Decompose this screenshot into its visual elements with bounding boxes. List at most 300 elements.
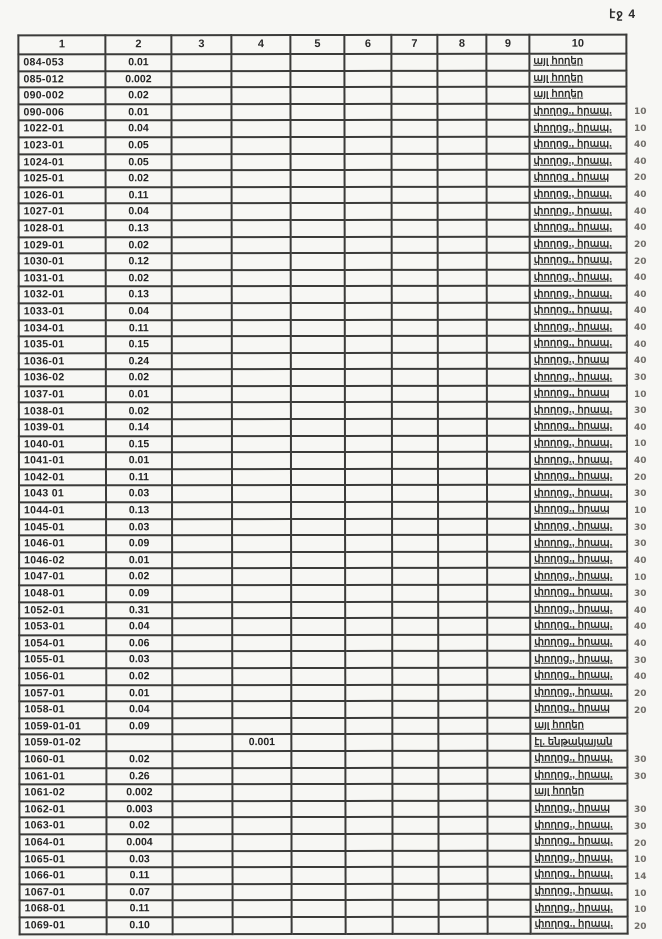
parcel-code: 1054-01 [19,635,106,652]
margin-note: 20 [634,688,647,699]
col4-value [232,602,291,619]
empty-cell [172,618,232,635]
empty-cell [291,485,345,502]
table-row [19,651,627,668]
parcel-code: 1026-01 [19,187,106,204]
empty-cell [292,884,346,901]
col4-value [232,502,291,519]
empty-cell [487,601,530,618]
empty-cell [291,237,345,254]
table-row [19,535,627,552]
area-value: 0.002 [105,71,171,88]
parcel-code: 1065-01 [20,851,107,868]
column-header: 4 [231,35,290,54]
land-use-label: փողոց., հրապ [530,701,627,718]
area-value: 0.04 [106,303,172,320]
empty-cell [172,685,232,702]
empty-cell [291,651,345,668]
col4-value [231,120,290,137]
empty-cell [344,87,391,104]
land-use-label: փողոց., հրապ. [530,137,627,154]
margin-note: 20 [634,921,647,932]
table-row [19,684,627,701]
empty-cell [291,718,345,735]
empty-cell [172,253,232,270]
area-value: 0.11 [107,900,173,917]
land-use-label: փողոց., հրապ. [530,668,627,685]
empty-cell [345,485,392,502]
empty-cell [291,220,345,237]
empty-cell [392,369,438,386]
land-use-label: փողոց., հրապ. [530,551,627,568]
land-use-label: փողոց., հրապ [530,800,627,817]
margin-note: 40 [634,622,647,633]
col4-value [232,485,291,502]
column-header: 7 [391,35,437,54]
empty-cell [487,767,530,784]
col4-value [232,668,291,685]
empty-cell [291,784,345,801]
empty-cell [392,353,438,370]
empty-cell [486,87,529,104]
empty-cell [438,552,487,569]
empty-cell [438,668,487,685]
area-value: 0.11 [106,187,172,204]
parcel-code: 085-012 [18,71,105,88]
empty-cell [345,220,392,237]
area-value: 0.01 [106,452,172,469]
area-value: 0.01 [105,104,171,121]
empty-cell [393,900,439,917]
empty-cell [345,684,392,701]
empty-cell [488,850,531,867]
area-value: 0.11 [106,320,172,337]
empty-cell [172,502,232,519]
land-use-label: փողոց., հրապ. [531,850,628,867]
area-value: 0.14 [106,419,172,436]
empty-cell [438,601,487,618]
margin-note: 40 [634,156,647,167]
empty-cell [172,353,232,370]
empty-cell [438,352,487,369]
empty-cell [345,170,392,187]
empty-cell [291,170,345,187]
empty-cell [345,552,392,569]
column-header: 6 [344,35,391,54]
empty-cell [291,602,345,619]
parcel-code: 1061-02 [19,784,106,801]
land-use-label: փողոց., հրապ. [530,485,627,502]
empty-cell [172,436,232,453]
margin-note: 40 [634,223,647,234]
parcel-code: 084-053 [18,54,105,71]
empty-cell [438,236,487,253]
empty-cell [487,834,530,851]
land-use-label: այլ հողեր [530,784,627,801]
margin-note: 30 [634,589,647,600]
margin-note: 30 [634,489,647,500]
margin-note: 30 [634,821,647,832]
empty-cell [346,917,393,934]
area-value: 0.03 [106,486,172,503]
empty-cell [345,784,392,801]
empty-cell [290,120,344,137]
empty-cell [291,319,345,336]
empty-cell [392,535,438,552]
empty-cell [392,419,438,436]
table-row [19,186,627,203]
margin-note: 40 [634,323,647,334]
empty-cell [438,618,487,635]
empty-cell [172,635,232,652]
margin-note: 30 [634,372,647,383]
empty-cell [487,352,530,369]
empty-cell [487,170,530,187]
empty-cell [172,403,232,420]
empty-cell [172,220,232,237]
empty-cell [291,187,345,204]
empty-cell [438,203,487,220]
empty-cell [392,601,438,618]
column-header: 9 [486,35,529,54]
empty-cell [171,87,231,104]
empty-cell [392,801,438,818]
margin-note: 10 [634,439,647,450]
parcel-code: 1023-01 [19,137,106,154]
empty-cell [345,436,392,453]
empty-cell [346,867,393,884]
empty-cell [290,54,344,71]
empty-cell [344,120,391,137]
col4-value [232,436,291,453]
empty-cell [171,54,231,71]
parcel-code: 1031-01 [19,270,106,287]
empty-cell [345,419,392,436]
table-row [19,734,627,751]
empty-cell [392,303,438,320]
land-use-label: փողոց., հրապ. [530,684,627,701]
land-use-label: փողոց., հրապ. [530,153,627,170]
empty-cell [346,850,393,867]
empty-cell [172,734,232,751]
area-value: 0.13 [106,220,172,237]
margin-note: 30 [634,406,647,417]
margin-note: 40 [634,456,647,467]
empty-cell [345,502,392,519]
land-use-label: փողոց., հրապ. [530,651,627,668]
empty-cell [172,203,232,220]
empty-cell [172,552,232,569]
parcel-code: 1069-01 [20,917,107,934]
col4-value [232,320,291,337]
col4-value [232,369,291,386]
column-header: 2 [105,35,171,54]
margin-note: 30 [634,755,647,766]
area-value: 0.02 [106,270,172,287]
col4-value [232,585,291,602]
empty-cell [291,552,345,569]
page-number-label: էջ 4 [609,7,636,21]
table-row [19,634,627,651]
empty-cell [291,801,345,818]
empty-cell [392,734,438,751]
empty-cell [291,535,345,552]
empty-cell [172,652,232,669]
table-row [20,867,628,884]
area-value: 0.09 [106,718,172,735]
empty-cell [392,386,438,403]
col4-value [232,137,291,154]
margin-note: 40 [634,140,647,151]
parcel-code: 090-006 [18,104,105,121]
empty-cell [344,70,391,87]
empty-cell [438,170,487,187]
land-use-label: էլ. ենթակայան [530,734,627,751]
table-row [19,502,627,519]
empty-cell [488,867,531,884]
area-value: 0.15 [106,336,172,353]
parcel-code: 1035-01 [19,336,106,353]
margin-note: 40 [634,190,647,201]
empty-cell [172,320,232,337]
col4-value [233,851,292,868]
col4-value [232,635,291,652]
parcel-code: 1045-01 [19,519,106,536]
land-use-label: փողոց., հրապ. [530,402,627,419]
area-value: 0.01 [106,552,172,569]
col4-value [232,834,291,851]
empty-cell [345,519,392,536]
empty-cell [345,452,392,469]
parcel-code: 1052-01 [19,602,106,619]
empty-cell [291,768,345,785]
empty-cell [173,917,233,934]
land-use-label: փողոց., հրապ. [530,369,627,386]
land-use-label: փողոց., հրապ. [530,601,627,618]
empty-cell [487,336,530,353]
table-row [19,153,627,170]
empty-cell [487,186,530,203]
empty-cell [487,153,530,170]
empty-cell [392,187,438,204]
parcel-code: 1059-01-02 [19,735,106,752]
empty-cell [291,668,345,685]
empty-cell [487,535,530,552]
empty-cell [487,568,530,585]
empty-cell [345,203,392,220]
col4-value [232,801,291,818]
empty-cell [486,120,529,137]
table-row [19,369,627,386]
margin-note: 10 [634,888,647,899]
margin-note: 20 [634,838,647,849]
empty-cell [392,137,438,154]
col4-value [232,718,291,735]
land-use-label: փողոց., հրապ. [530,336,627,353]
empty-cell [291,386,345,403]
area-value: 0.02 [106,569,172,586]
col4-value [232,651,291,668]
table-row [19,800,627,817]
empty-cell [438,253,487,270]
parcel-code: 1034-01 [19,320,106,337]
land-use-label: փողոց., հրապ. [531,900,628,917]
table-row [19,485,627,502]
empty-cell [438,535,487,552]
empty-cell [172,187,232,204]
empty-cell [291,452,345,469]
margin-note: 20 [634,705,647,716]
land-use-label: փողոց., հրապ. [530,535,627,552]
empty-cell [487,269,530,286]
empty-cell [291,353,345,370]
empty-cell [438,269,487,286]
parcel-code: 1029-01 [19,237,106,254]
margin-note: 10 [634,905,647,916]
margin-note: 10 [634,855,647,866]
empty-cell [291,568,345,585]
table-row [20,850,628,867]
land-use-label: փողոց., հրապ. [530,817,627,834]
table-row [19,269,627,286]
empty-cell [345,651,392,668]
col4-value [231,71,290,88]
margin-note: 20 [634,173,647,184]
empty-cell [438,220,487,237]
empty-cell [345,618,392,635]
empty-cell [437,70,486,87]
parcel-code: 1032-01 [19,287,106,304]
margin-note: 14 [634,871,647,882]
table-row [19,468,627,485]
empty-cell [345,668,392,685]
col4-value [232,237,291,254]
empty-cell [392,684,438,701]
margin-note: 30 [634,539,647,550]
empty-cell [172,336,232,353]
area-value: 0.07 [107,884,173,901]
empty-cell [486,103,529,120]
col4-value [232,220,291,237]
handwritten-margin-notes [632,53,662,939]
empty-cell [438,784,487,801]
col4-value [233,884,292,901]
area-value: 0.04 [106,204,172,221]
empty-cell [438,585,487,602]
area-value: 0.003 [106,801,172,818]
empty-cell [392,270,438,287]
empty-cell [438,718,487,735]
empty-cell [171,71,231,88]
col4-value [232,203,291,220]
empty-cell [438,187,487,204]
table-row [19,302,627,319]
empty-cell [439,867,488,884]
empty-cell [291,685,345,702]
empty-cell [291,369,345,386]
empty-cell [487,419,530,436]
empty-cell [172,270,232,287]
empty-cell [291,137,345,154]
empty-cell [345,734,392,751]
table-row [19,319,627,336]
empty-cell [392,253,438,270]
empty-cell [488,917,531,934]
parcel-code: 1046-02 [19,552,106,569]
empty-cell [487,220,530,237]
margin-note: 40 [634,356,647,367]
empty-cell [438,435,487,452]
empty-cell [291,817,345,834]
area-value: 0.03 [106,652,172,669]
empty-cell [345,336,392,353]
empty-cell [345,585,392,602]
table-row [19,601,627,618]
table-row [19,203,627,220]
area-value: 0.12 [106,253,172,270]
area-value: 0.01 [106,685,172,702]
col4-value [232,452,291,469]
parcel-code: 1061-01 [19,768,106,785]
empty-cell [438,336,487,353]
empty-cell [392,452,438,469]
empty-cell [292,900,346,917]
margin-note: 40 [634,289,647,300]
empty-cell [345,767,392,784]
empty-cell [488,900,531,917]
empty-cell [392,319,438,336]
empty-cell [392,701,438,718]
empty-cell [437,104,486,121]
empty-cell [487,634,530,651]
empty-cell [392,784,438,801]
parcel-code: 1040-01 [19,436,106,453]
empty-cell [345,718,392,735]
empty-cell [291,734,345,751]
margin-note: 40 [634,605,647,616]
col4-value [232,353,291,370]
empty-cell [345,635,392,652]
empty-cell [172,303,232,320]
empty-cell [487,668,530,685]
empty-cell [345,601,392,618]
column-header: 10 [529,35,626,54]
land-use-label: փողոց., հրապ. [530,568,627,585]
table-row [20,883,628,900]
area-value: 0.03 [106,519,172,536]
column-header: 8 [437,35,486,54]
empty-cell [438,303,487,320]
land-use-label: փողոց., հրապ. [530,585,627,602]
table-row [20,900,628,917]
empty-cell [173,884,233,901]
empty-cell [345,817,392,834]
land-use-label: փողոց., հրապ. [530,435,627,452]
land-use-label: փողոց , հրապ [530,170,627,187]
margin-note: 10 [634,106,647,117]
empty-cell [292,850,346,867]
empty-cell [392,518,438,535]
col4-value [231,87,290,104]
empty-cell [172,768,232,785]
table-header-row [18,35,626,55]
empty-cell [172,519,232,536]
empty-cell [487,485,530,502]
empty-cell [438,386,487,403]
empty-cell [291,635,345,652]
area-value: 0.15 [106,436,172,453]
empty-cell [290,104,344,121]
